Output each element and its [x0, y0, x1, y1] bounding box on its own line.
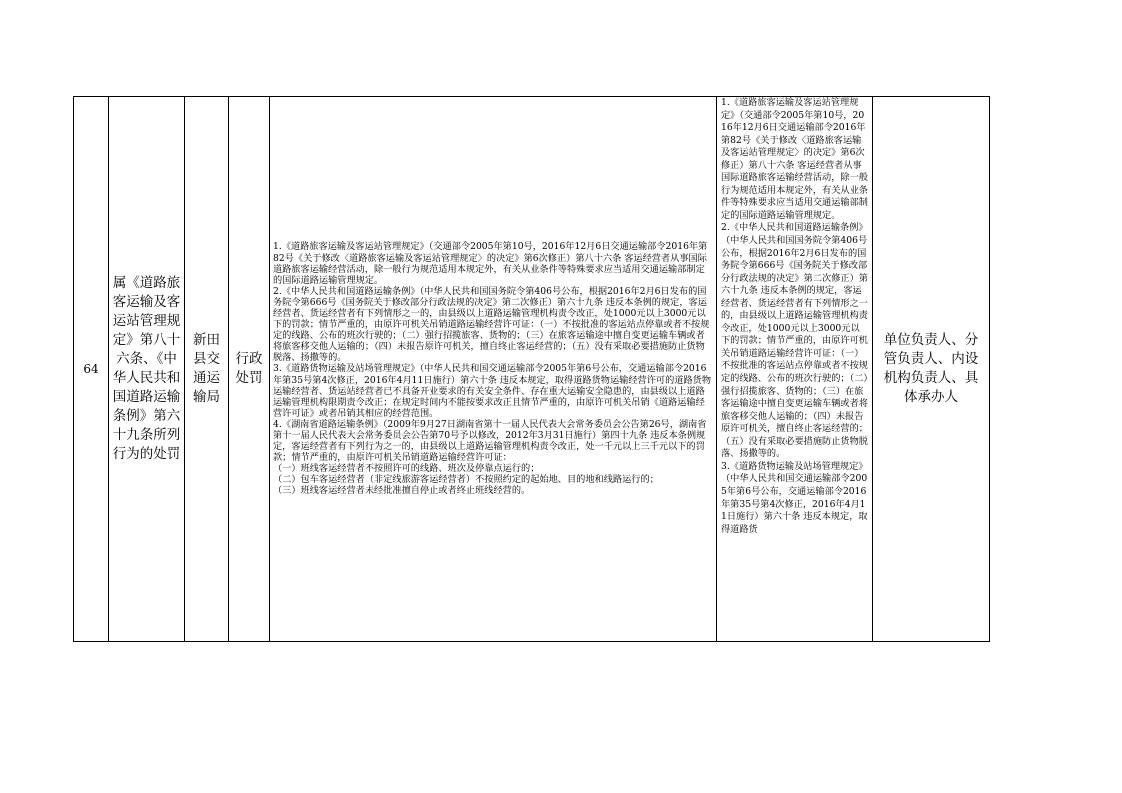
description-cell: [717, 97, 873, 641]
description-paragraph: 2.《中华人民共和国道路运输条例》（中华人民共和国国务院令第406号公布，根据2016年2月6日发布的国务院令第666号《国务院关于修改部分行政法规的决定》第二次修正）第六十九条 违反本条例的规定，客运经营者、货运经营者有下列情形之一的，由县级以上道路运输管理机构责令改正，处1000元以上3000元以下的罚款；情节严重的，由原许可机关吊销道路运输经营许可证：（一）不按批准的客运站点停靠或者不按规定的线路、公布的班次行驶的；（二）强行招揽旅客、货物的；（三）在旅客运输途中擅自变更运输车辆或者将旅客移交他人运输的；（四）未报告原许可机关，擅自终止客运经营的；（五）没有采取必要措施防止货物脱落、扬撒等的。: [721, 222, 868, 460]
department-cell: [185, 97, 229, 641]
description: [721, 97, 868, 536]
legal-basis-paragraph: （三）班线客运经营者未经批准擅自停止或者终止班线经营的。: [273, 485, 531, 497]
description-paragraph: 1.《道路旅客运输及客运站管理规定》（交通部令2005年第10号，2016年12月6日交通运输部令2016年第82号《关于修改〈道路旅客运输及客运站管理规定〉的决定》第6次修正）第八十六条 客运经营者从事国际道路旅客运输经营活动，除一般行为规范适用本规定外，有关从业条件等特殊要求应当适用交通运输部制定的国际道路运输管理规定。: [721, 97, 868, 221]
row-index: 64: [83, 362, 99, 376]
item-name-cell: [109, 97, 185, 641]
category: 行政处罚: [235, 351, 263, 386]
legal-basis: [273, 241, 713, 496]
responsible-cell: [873, 97, 989, 641]
item-name: 属《道路旅客运输及客运站管理规定》第八十六条、《中华人民共和国道路运输条例》第六十九条所列行为的处罚: [112, 275, 181, 462]
row-index-cell: [74, 97, 109, 641]
legal-basis-paragraph: （一）班线客运经营者不按照许可的线路、班次及停靠点运行的；: [273, 463, 540, 475]
description-paragraph: 3.《道路货物运输及站场管理规定》（中华人民共和国交通运输部令2005年第6号公布，交通运输部令2016年第35号第4次修正，2016年4月11日施行）第六十条 违反本规定，取得道路货: [721, 460, 868, 535]
legal-basis-paragraph: 3.《道路货物运输及站场管理规定》（中华人民共和国交通运输部令2005年第6号公布，交通运输部令2016年第35号第4次修正，2016年4月11日施行）第六十条 违反本规定，取得道路货物运输经营许可的道路货物运输经营者、货运站经营者已不具备开业要求的有关安全条件、存在重大运输安全隐患的，由县级以上道路运输管理机构限期责令改正；在规定时间内不能按要求改正且情节严重的，由原许可机关吊销《道路运输经营许可证》或者吊销其相应的经营范围。: [273, 363, 712, 419]
responsible-persons: 单位负责人、分管负责人、内设机构负责人、具体承办人: [883, 332, 979, 405]
legal-basis-paragraph: 4.《湖南省道路运输条例》（2009年9月27日湖南省第十一届人民代表大会常务委员会公告第26号，湖南省第十一届人民代表大会常务委员会公告第70号予以修改，2012年3月31日施行）第四十九条 违反本条例规定，客运经营者有下列行为之一的，由县级以上道路运输管理机构责令改正，处一千元以上三千元以下的罚款；情节严重的，由原许可机关吊销道路运输经营许可证：: [273, 418, 707, 464]
category-cell: [229, 97, 270, 641]
department: 新田县交通运输局: [193, 332, 220, 405]
power-list-table: [73, 96, 990, 642]
legal-basis-paragraph: 2.《中华人民共和国道路运输条例》（中华人民共和国国务院令第406号公布，根据2016年2月6日发布的国务院令第666号《国务院关于修改部分行政法规的决定》第二次修正）第六十九条 违反本条例的规定，客运经营者、货运经营者有下列情形之一的，由县级以上道路运输管理机构责令改正，处1000元以上3000元以下的罚款；情节严重的，由原许可机关吊销道路运输经营许可证：（一）不按批准的客运站点停靠或者不按规定的线路、公布的班次行驶的；（二）强行招揽旅客、货物的；（三）在旅客运输途中擅自变更运输车辆或者将旅客移交他人运输的；（四）未报告原许可机关，擅自终止客运经营的；（五）没有采取必要措施防止货物脱落、扬撒等的。: [273, 285, 710, 364]
legal-basis-cell: [270, 97, 717, 641]
legal-basis-paragraph: 1.《道路旅客运输及客运站管理规定》（交通部令2005年第10号，2016年12月6日交通运输部令2016年第82号《关于修改〈道路旅客运输及客运站管理规定〉的决定》第6次修正）第八十六条 客运经营者从事国际道路旅客运输经营活动，除一般行为规范适用本规定外，有关从业条件等特殊要求应当适用交通运输部制定的国际道路运输管理规定。: [273, 241, 708, 286]
legal-basis-paragraph: （二）包车客运经营者（非定线旅游客运经营者）不按照约定的起始地、目的地和线路运行的；: [273, 474, 659, 486]
